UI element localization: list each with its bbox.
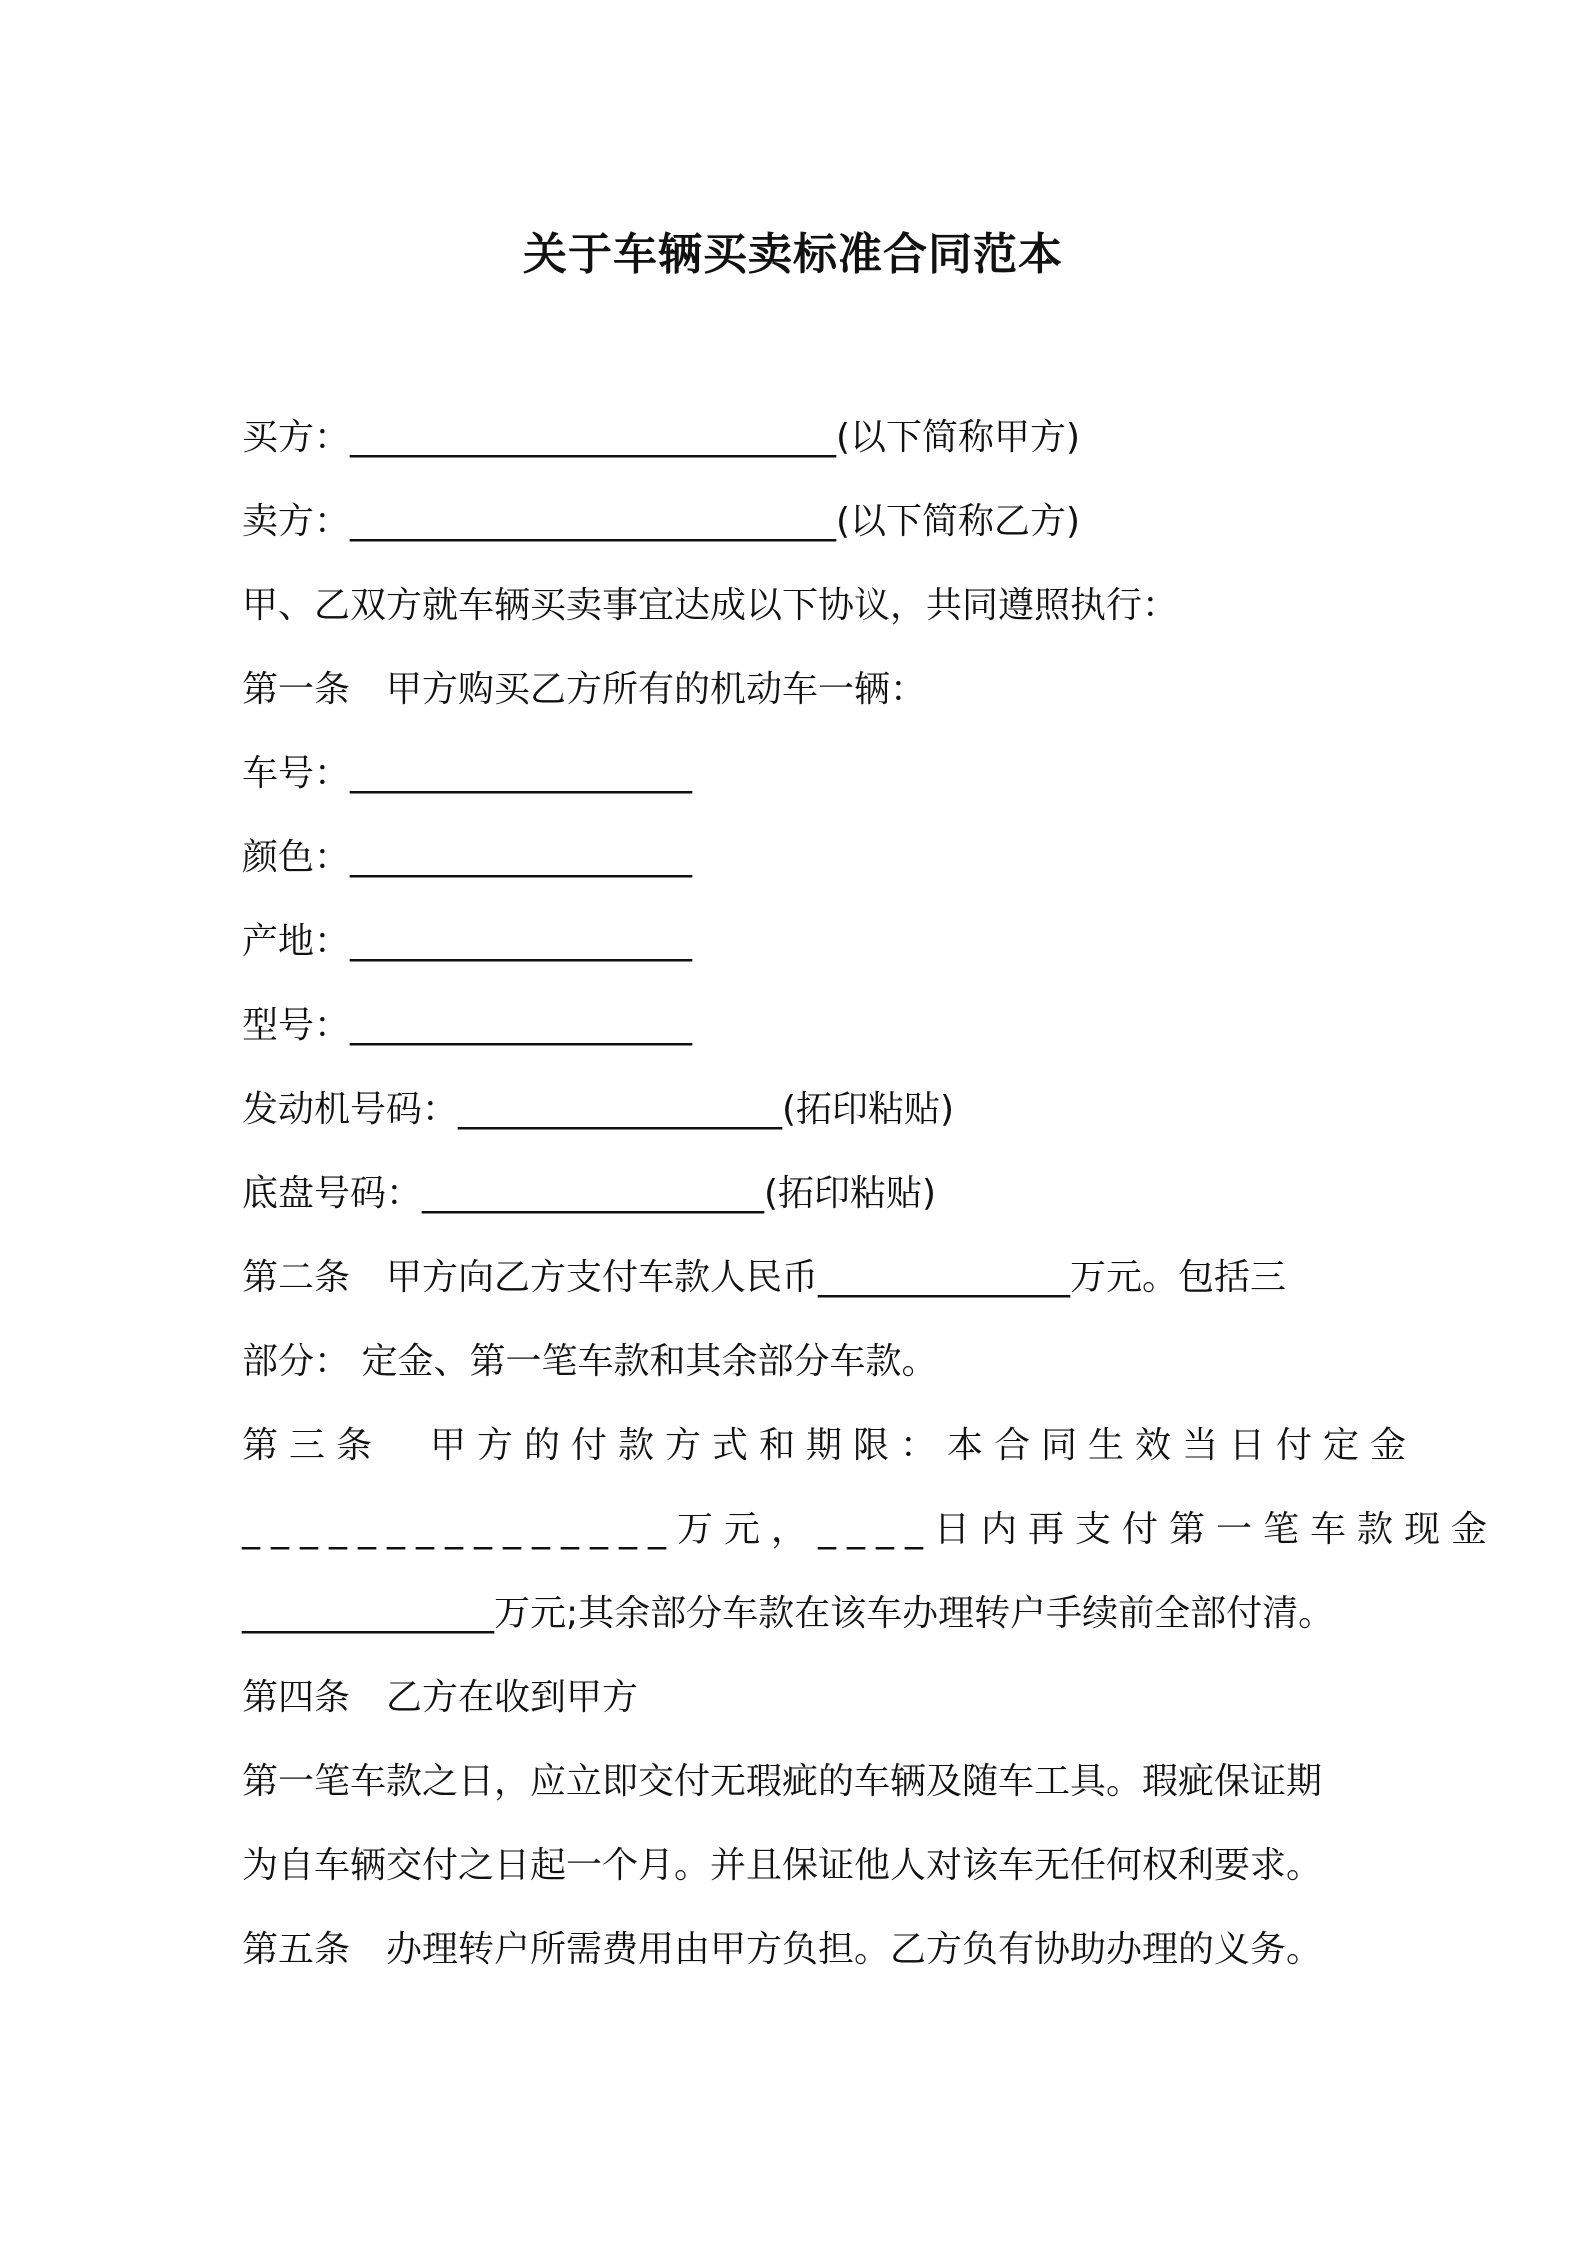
seller-line: 卖方：___________________________(以下简称乙方) — [242, 501, 1081, 542]
article-4-line-3: 为自车辆交付之日起一个月。并且保证他人对该车无任何权利要求。 — [242, 1845, 1323, 1886]
article-3-line-3: ______________万元;其余部分车款在该车办理转户手续前全部付清。 — [242, 1593, 1335, 1634]
plate-number-line: 车号：___________________ — [242, 753, 693, 794]
article-1-heading: 第一条 甲方购买乙方所有的机动车一辆： — [242, 669, 927, 710]
engine-number-line: 发动机号码：__________________(拓印粘贴) — [242, 1089, 955, 1130]
article-4-line-1: 第四条 乙方在收到甲方 — [242, 1677, 639, 1718]
article-5-line: 第五条 办理转户所需费用由甲方负担。乙方负有协助办理的义务。 — [242, 1929, 1323, 1970]
page-title: 关于车辆买卖标准合同范本 — [523, 229, 1063, 280]
article-4-line-2: 第一笔车款之日，应立即交付无瑕疵的车辆及随车工具。瑕疵保证期 — [242, 1761, 1323, 1802]
article-2-line-2: 部分： 定金、第一笔车款和其余部分车款。 — [242, 1341, 938, 1382]
origin-line: 产地：___________________ — [242, 921, 693, 962]
article-2-line-1: 第二条 甲方向乙方支付车款人民币______________万元。包括三 — [242, 1257, 1287, 1298]
article-3-line-1: 第三条 甲方的付款方式和期限：本合同生效当日付定金 — [242, 1425, 1418, 1466]
chassis-number-line: 底盘号码：___________________(拓印粘贴) — [242, 1173, 937, 1214]
model-line: 型号：___________________ — [242, 1005, 693, 1046]
buyer-line: 买方：___________________________(以下简称甲方) — [242, 417, 1081, 458]
intro-line: 甲、乙双方就车辆买卖事宜达成以下协议，共同遵照执行： — [242, 585, 1179, 626]
article-3-line-2: _______________万元，____日内再支付第一笔车款现金 — [242, 1509, 1499, 1550]
color-line: 颜色：___________________ — [242, 837, 693, 878]
